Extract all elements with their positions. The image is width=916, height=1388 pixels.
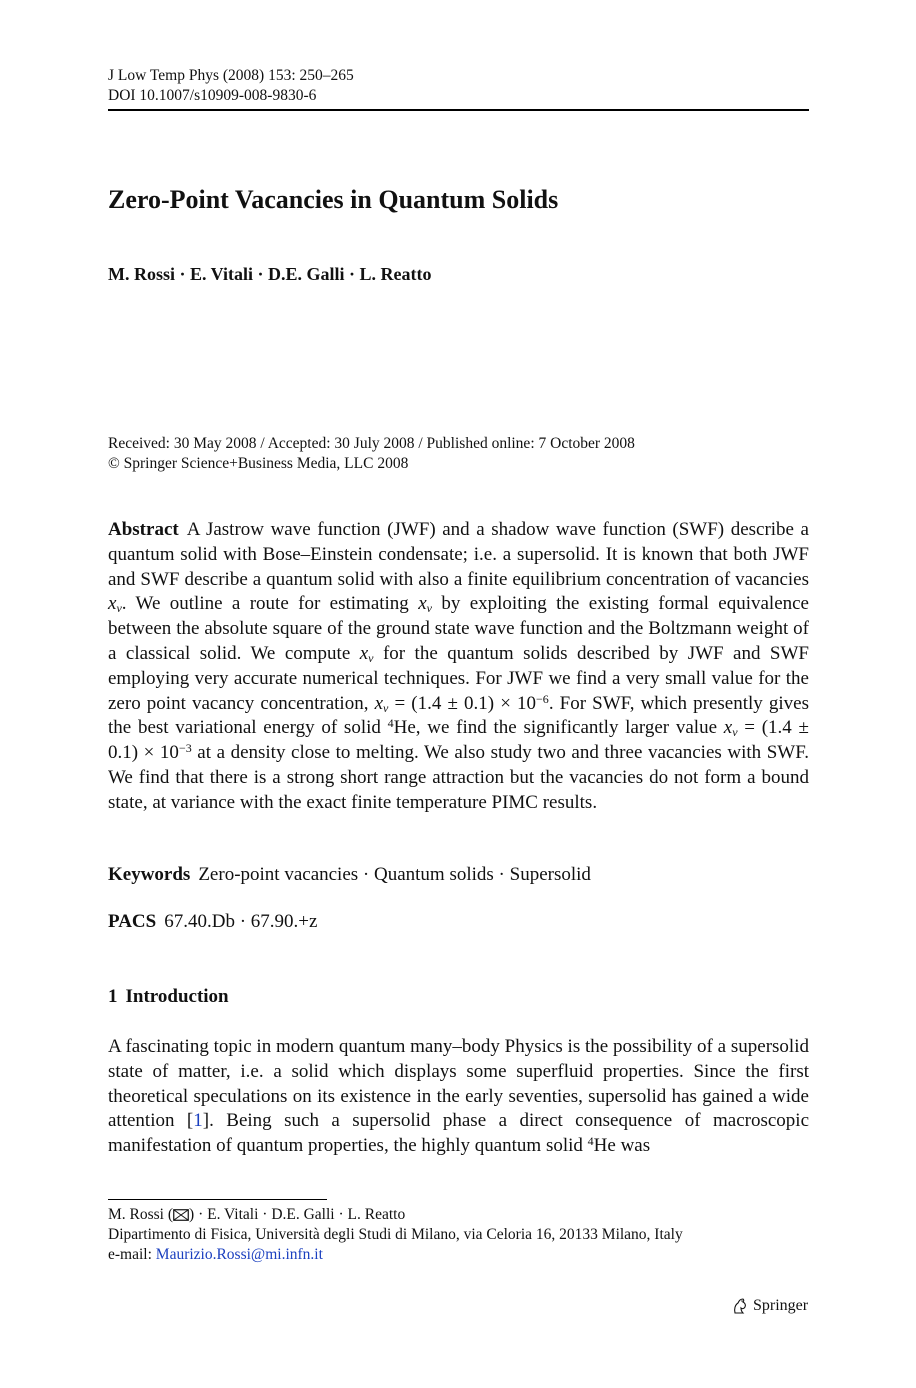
publisher-name: Springer (753, 1297, 809, 1314)
springer-horse-icon (731, 1297, 749, 1315)
journal-citation: J Low Temp Phys (2008) 153: 250–265 (108, 67, 354, 84)
copyright-line: © Springer Science+Business Media, LLC 2008 (108, 455, 409, 472)
abstract-label: Abstract (108, 519, 179, 540)
author-list: M. Rossi · E. Vitali · D.E. Galli · L. Reatto (108, 264, 432, 284)
intro-paragraph (108, 1035, 809, 1159)
publisher-logo (731, 1297, 808, 1315)
math-var: $x_v$ (359, 642, 374, 665)
exponent: −3 (178, 741, 192, 756)
exponent: −6 (536, 691, 549, 706)
pacs-label: PACS (108, 911, 157, 932)
abstract-text: for the quantum solids described by JWF and SWF employing very accurate numerical techniques. For JWF we find a very small value for the zero point vacancy concentration, (108, 642, 809, 714)
isotope-mass: 4 (587, 1134, 594, 1149)
header-rule (108, 109, 809, 111)
pacs (108, 911, 317, 933)
envelope-icon (173, 1209, 189, 1221)
keywords-text: Zero-point vacancies · Quantum solids · Supersolid (198, 864, 591, 885)
equation: = (1.4 ± 0.1) × 10 (388, 692, 537, 714)
abstract-text: A Jastrow wave function (JWF) and a shadow wave function (SWF) describe a quantum solid with Bose–Einstein condensate; i.e. a supersolid. It is known that both JWF and SWF describe a quantum solid with also a finite equilibrium concentration of vacancies (108, 519, 809, 590)
math-var: $x_v$ (723, 717, 738, 740)
date-history: Received: 30 May 2008 / Accepted: 30 July 2008 / Published online: 7 October 2008 (108, 435, 635, 452)
citation-link[interactable]: 1 (193, 1110, 203, 1132)
abstract-text: by exploiting the existing formal equivalence between the absolute square of the ground state wave function and the Boltzmann weight of a classical solid. We compute (108, 593, 809, 664)
footnote (108, 1205, 683, 1265)
keywords-label: Keywords (108, 864, 191, 885)
element-symbol: He (393, 717, 416, 739)
section-number: 1 (108, 986, 118, 1007)
body-text: ]. Being such a supersolid phase a direct consequence of macroscopic manifestation of quantum properties, the highly quantum solid (108, 1110, 809, 1157)
equation: = (1.4 ± 0.1) × 10 (108, 717, 809, 764)
section-title: Introduction (125, 986, 229, 1007)
email-link[interactable]: Maurizio.Rossi@mi.infn.it (155, 1246, 323, 1263)
abstract (108, 518, 809, 816)
footnote-affiliation: Dipartimento di Fisica, Università degli Studi di Milano, via Celoria 16, 20133 Milano, Italy (108, 1226, 683, 1243)
element-symbol: He was (593, 1135, 651, 1157)
pacs-text: 67.40.Db · 67.90.+z (164, 911, 318, 932)
doi: DOI 10.1007/s10909-008-9830-6 (108, 87, 317, 104)
math-var: $x_v$ (108, 593, 122, 616)
journal-header (108, 66, 354, 106)
math-var: $x_v$ (418, 593, 432, 616)
paper-title: Zero-Point Vacancies in Quantum Solids (108, 185, 559, 214)
section-heading (108, 986, 229, 1008)
footnote-email: e-mail: Maurizio.Rossi@mi.infn.it (108, 1246, 323, 1263)
math-var: $x_v$ (374, 692, 389, 715)
isotope-mass: 4 (387, 716, 394, 731)
keywords (108, 864, 591, 886)
footnote-authors: M. Rossi ( ) · E. Vitali · D.E. Galli · L. Reatto (108, 1206, 406, 1223)
abstract-text: at a density close to melting. We also study two and three vacancies with SWF. We find that there is a strong short range attraction but the vacancies do not form a bound state, at variance with the exact finite temperature PIMC results. (108, 742, 809, 813)
abstract-text: . For SWF, which presently gives the best variational energy of solid (108, 692, 809, 739)
abstract-text: , we find the significantly larger value (415, 717, 724, 739)
footnote-rule (108, 1199, 327, 1200)
body-text: A fascinating topic in modern quantum many–body Physics is the possibility of a supersolid state of matter, i.e. a solid which displays some superfluid properties. Since the first theoretical speculations on its existence in the early seventies, supersolid has gained a wide attention [ (108, 1036, 809, 1132)
abstract-text: . We outline a route for estimating (121, 593, 419, 615)
publication-dates (108, 434, 635, 474)
